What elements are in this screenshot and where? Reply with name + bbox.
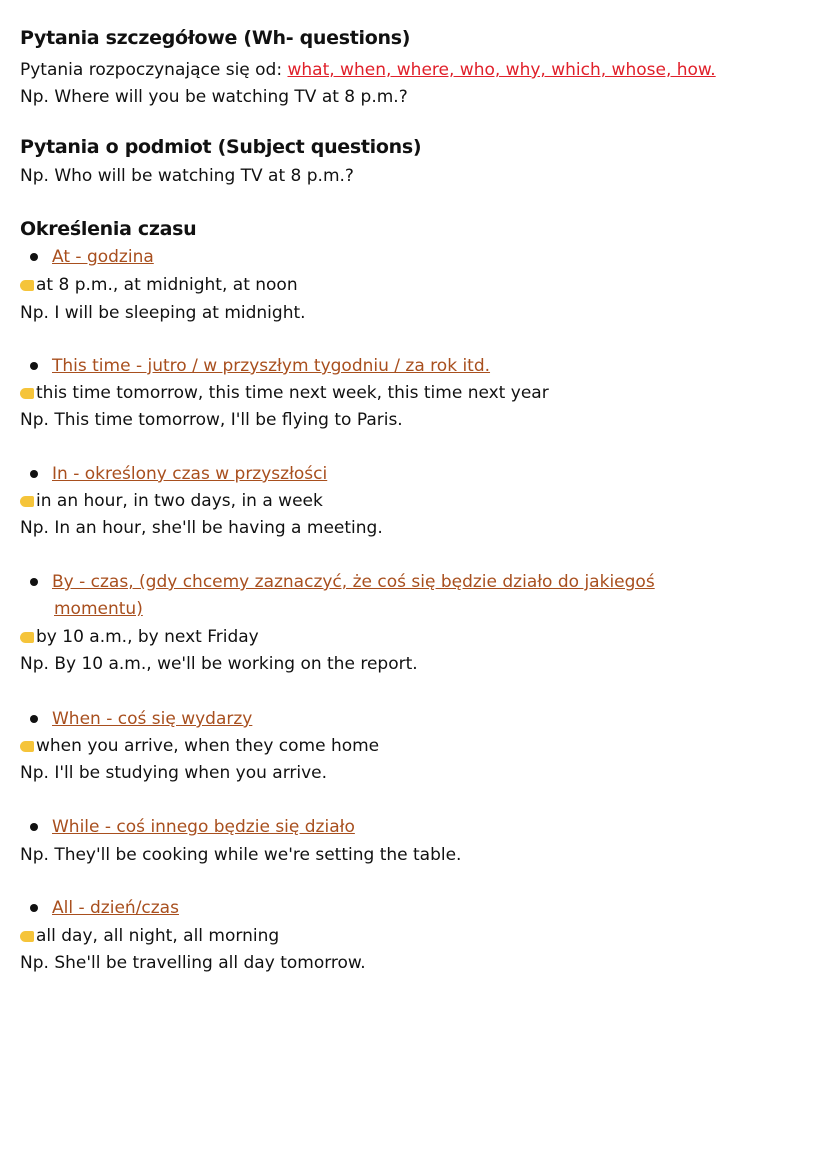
heading-text: When - coś się wydarzy <box>52 709 253 729</box>
heading-text: All - dzień/czas <box>52 898 179 918</box>
time-item-example: Np. This time tomorrow, I'll be flying to Paris. <box>20 410 403 430</box>
pointing-hand-icon <box>20 388 34 399</box>
time-item-heading <box>30 816 355 838</box>
bullet-icon <box>30 470 38 478</box>
section-title-time: Określenia czasu <box>20 218 197 240</box>
phrases-text: all day, all night, all morning <box>36 926 280 946</box>
heading-text: While - coś innego będzie się działo <box>52 817 355 837</box>
time-item-heading <box>30 246 154 268</box>
wh-example: Np. Where will you be watching TV at 8 p.m.? <box>20 87 408 107</box>
phrases-text: by 10 a.m., by next Friday <box>36 627 259 647</box>
bullet-icon <box>30 578 38 586</box>
phrases-text: at 8 p.m., at midnight, at noon <box>36 275 298 295</box>
heading-text: By - czas, (gdy chcemy zaznaczyć, że coś się będzie działo do jakiegoś <box>52 572 655 592</box>
time-item-heading <box>30 708 252 730</box>
bullet-icon <box>30 823 38 831</box>
bullet-icon <box>30 715 38 723</box>
pointing-hand-icon <box>20 931 34 942</box>
bullet-icon <box>30 253 38 261</box>
pointing-hand-icon <box>20 280 34 291</box>
time-item-phrases <box>20 626 259 648</box>
pointing-hand-icon <box>20 741 34 752</box>
time-item-phrases <box>20 925 279 947</box>
time-item-heading <box>30 571 655 593</box>
time-item-example: Np. She'll be travelling all day tomorrow. <box>20 953 366 973</box>
time-item-example: Np. By 10 a.m., we'll be working on the report. <box>20 654 418 674</box>
phrases-text: this time tomorrow, this time next week, this time next year <box>36 383 549 403</box>
bullet-icon <box>30 362 38 370</box>
pointing-hand-icon <box>20 632 34 643</box>
intro-text: Pytania rozpoczynające się od: <box>20 60 288 80</box>
time-item-phrases <box>20 735 379 757</box>
time-item-heading <box>30 897 179 919</box>
time-item-example: Np. In an hour, she'll be having a meeting. <box>20 518 383 538</box>
time-item-example: Np. I will be sleeping at midnight. <box>20 303 306 323</box>
phrases-text: in an hour, in two days, in a week <box>36 491 323 511</box>
time-item-example: Np. They'll be cooking while we're setting the table. <box>20 845 462 865</box>
heading-text: In - określony czas w przyszłości <box>52 464 328 484</box>
time-item-heading <box>30 463 327 485</box>
time-item-example: Np. I'll be studying when you arrive. <box>20 763 328 783</box>
bullet-icon <box>30 904 38 912</box>
heading-text: This time - jutro / w przyszłym tygodniu / za rok itd. <box>52 356 491 376</box>
phrases-text: when you arrive, when they come home <box>36 736 380 756</box>
time-item-phrases <box>20 490 323 512</box>
section-title-subject: Pytania o podmiot (Subject questions) <box>20 136 422 158</box>
wh-intro <box>20 59 716 81</box>
heading-text: At - godzina <box>52 247 154 267</box>
time-item-phrases <box>20 274 298 296</box>
time-item-heading <box>30 355 490 377</box>
section-title-wh: Pytania szczegółowe (Wh- questions) <box>20 27 411 49</box>
wh-words: what, when, where, who, why, which, whose, how. <box>287 60 716 80</box>
subject-example: Np. Who will be watching TV at 8 p.m.? <box>20 166 354 186</box>
time-item-phrases <box>20 382 549 404</box>
pointing-hand-icon <box>20 496 34 507</box>
time-item-heading-cont: momentu) <box>54 599 143 619</box>
